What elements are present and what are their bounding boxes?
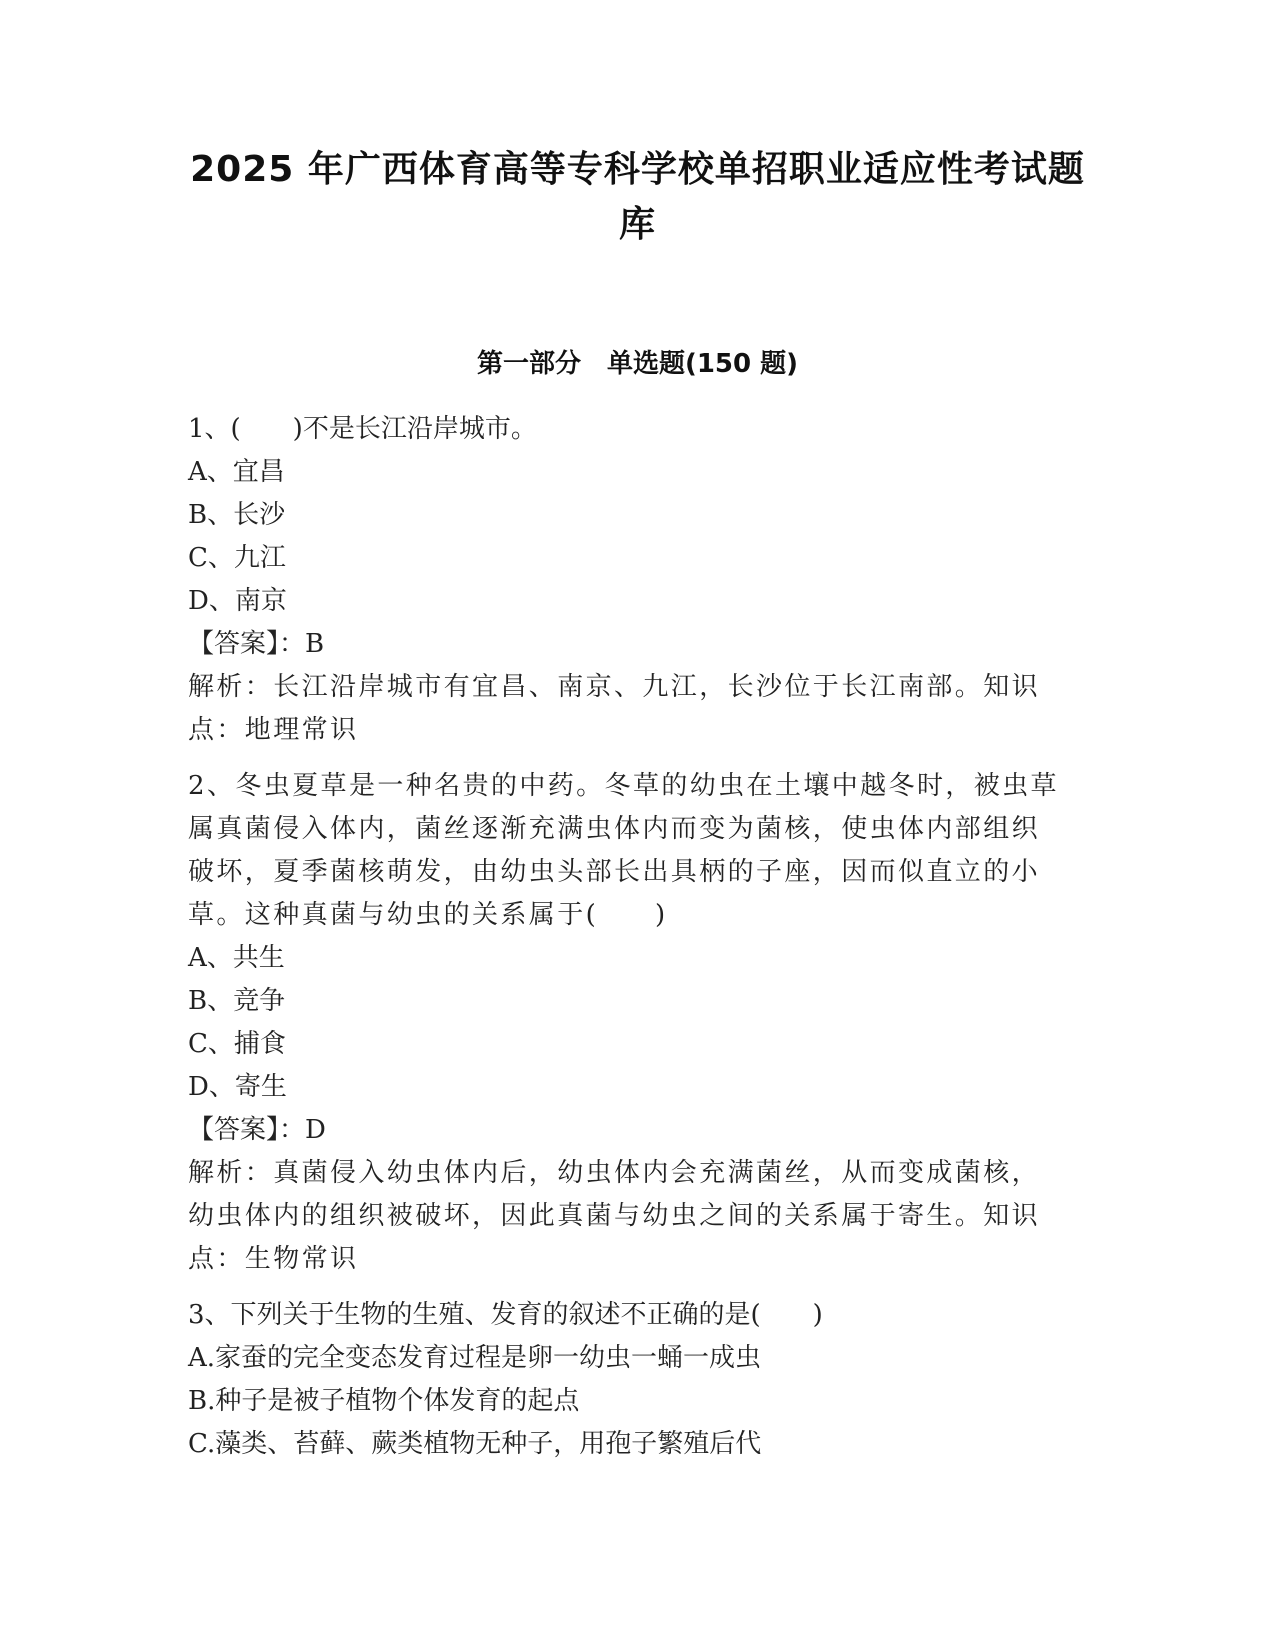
- option-c: C.藻类、苔藓、蕨类植物无种子，用孢子繁殖后代: [188, 1429, 762, 1459]
- option-a: A、共生: [188, 943, 285, 973]
- document-title: [180, 142, 1095, 252]
- option-b: B.种子是被子植物个体发育的起点: [188, 1386, 580, 1416]
- option-c: C、九江: [188, 543, 286, 573]
- option-b: B、竞争: [188, 986, 286, 1016]
- question-list: [188, 408, 1068, 1466]
- answer-label: 【答案】：B: [188, 629, 325, 659]
- question-stem: 3、下列关于生物的生殖、发育的叙述不正确的是( ): [188, 1300, 823, 1330]
- explanation-text: 解析：长江沿岸城市有宜昌、南京、九江，长沙位于长江南部。知识点：地理常识: [188, 672, 1041, 745]
- question-stem: 1、( )不是长江沿岸城市。: [188, 414, 537, 444]
- option-a: A、宜昌: [188, 457, 285, 487]
- question-item: [188, 408, 1068, 752]
- question-item: [188, 1294, 1068, 1466]
- question-spacer: [188, 752, 1068, 765]
- option-b: B、长沙: [188, 500, 286, 530]
- answer-label: 【答案】：D: [188, 1115, 326, 1145]
- option-d: D、寄生: [188, 1072, 287, 1102]
- question-item: [188, 765, 1068, 1281]
- document-title-line-2: 库: [618, 204, 656, 245]
- option-c: C、捕食: [188, 1029, 286, 1059]
- question-stem: 2、冬虫夏草是一种名贵的中药。冬草的幼虫在土壤中越冬时，被虫草属真菌侵入体内，菌丝逐渐充满虫体内而变为菌核，使虫体内部组织破坏，夏季菌核萌发，由幼虫头部长出具柄的子座，因而似直立的小草。这种真菌与幼虫的关系属于( ): [188, 771, 1059, 930]
- document-title-line-1: 2025 年广西体育高等专科学校单招职业适应性考试题: [190, 149, 1085, 190]
- question-spacer: [188, 1281, 1068, 1294]
- section-heading: 第一部分 单选题(150 题): [476, 349, 799, 379]
- option-d: D、南京: [188, 586, 287, 616]
- explanation-text: 解析：真菌侵入幼虫体内后，幼虫体内会充满菌丝，从而变成菌核，幼虫体内的组织被破坏，因此真菌与幼虫之间的关系属于寄生。知识点：生物常识: [188, 1158, 1041, 1274]
- option-a: A.家蚕的完全变态发育过程是卵一幼虫一蛹一成虫: [188, 1343, 762, 1373]
